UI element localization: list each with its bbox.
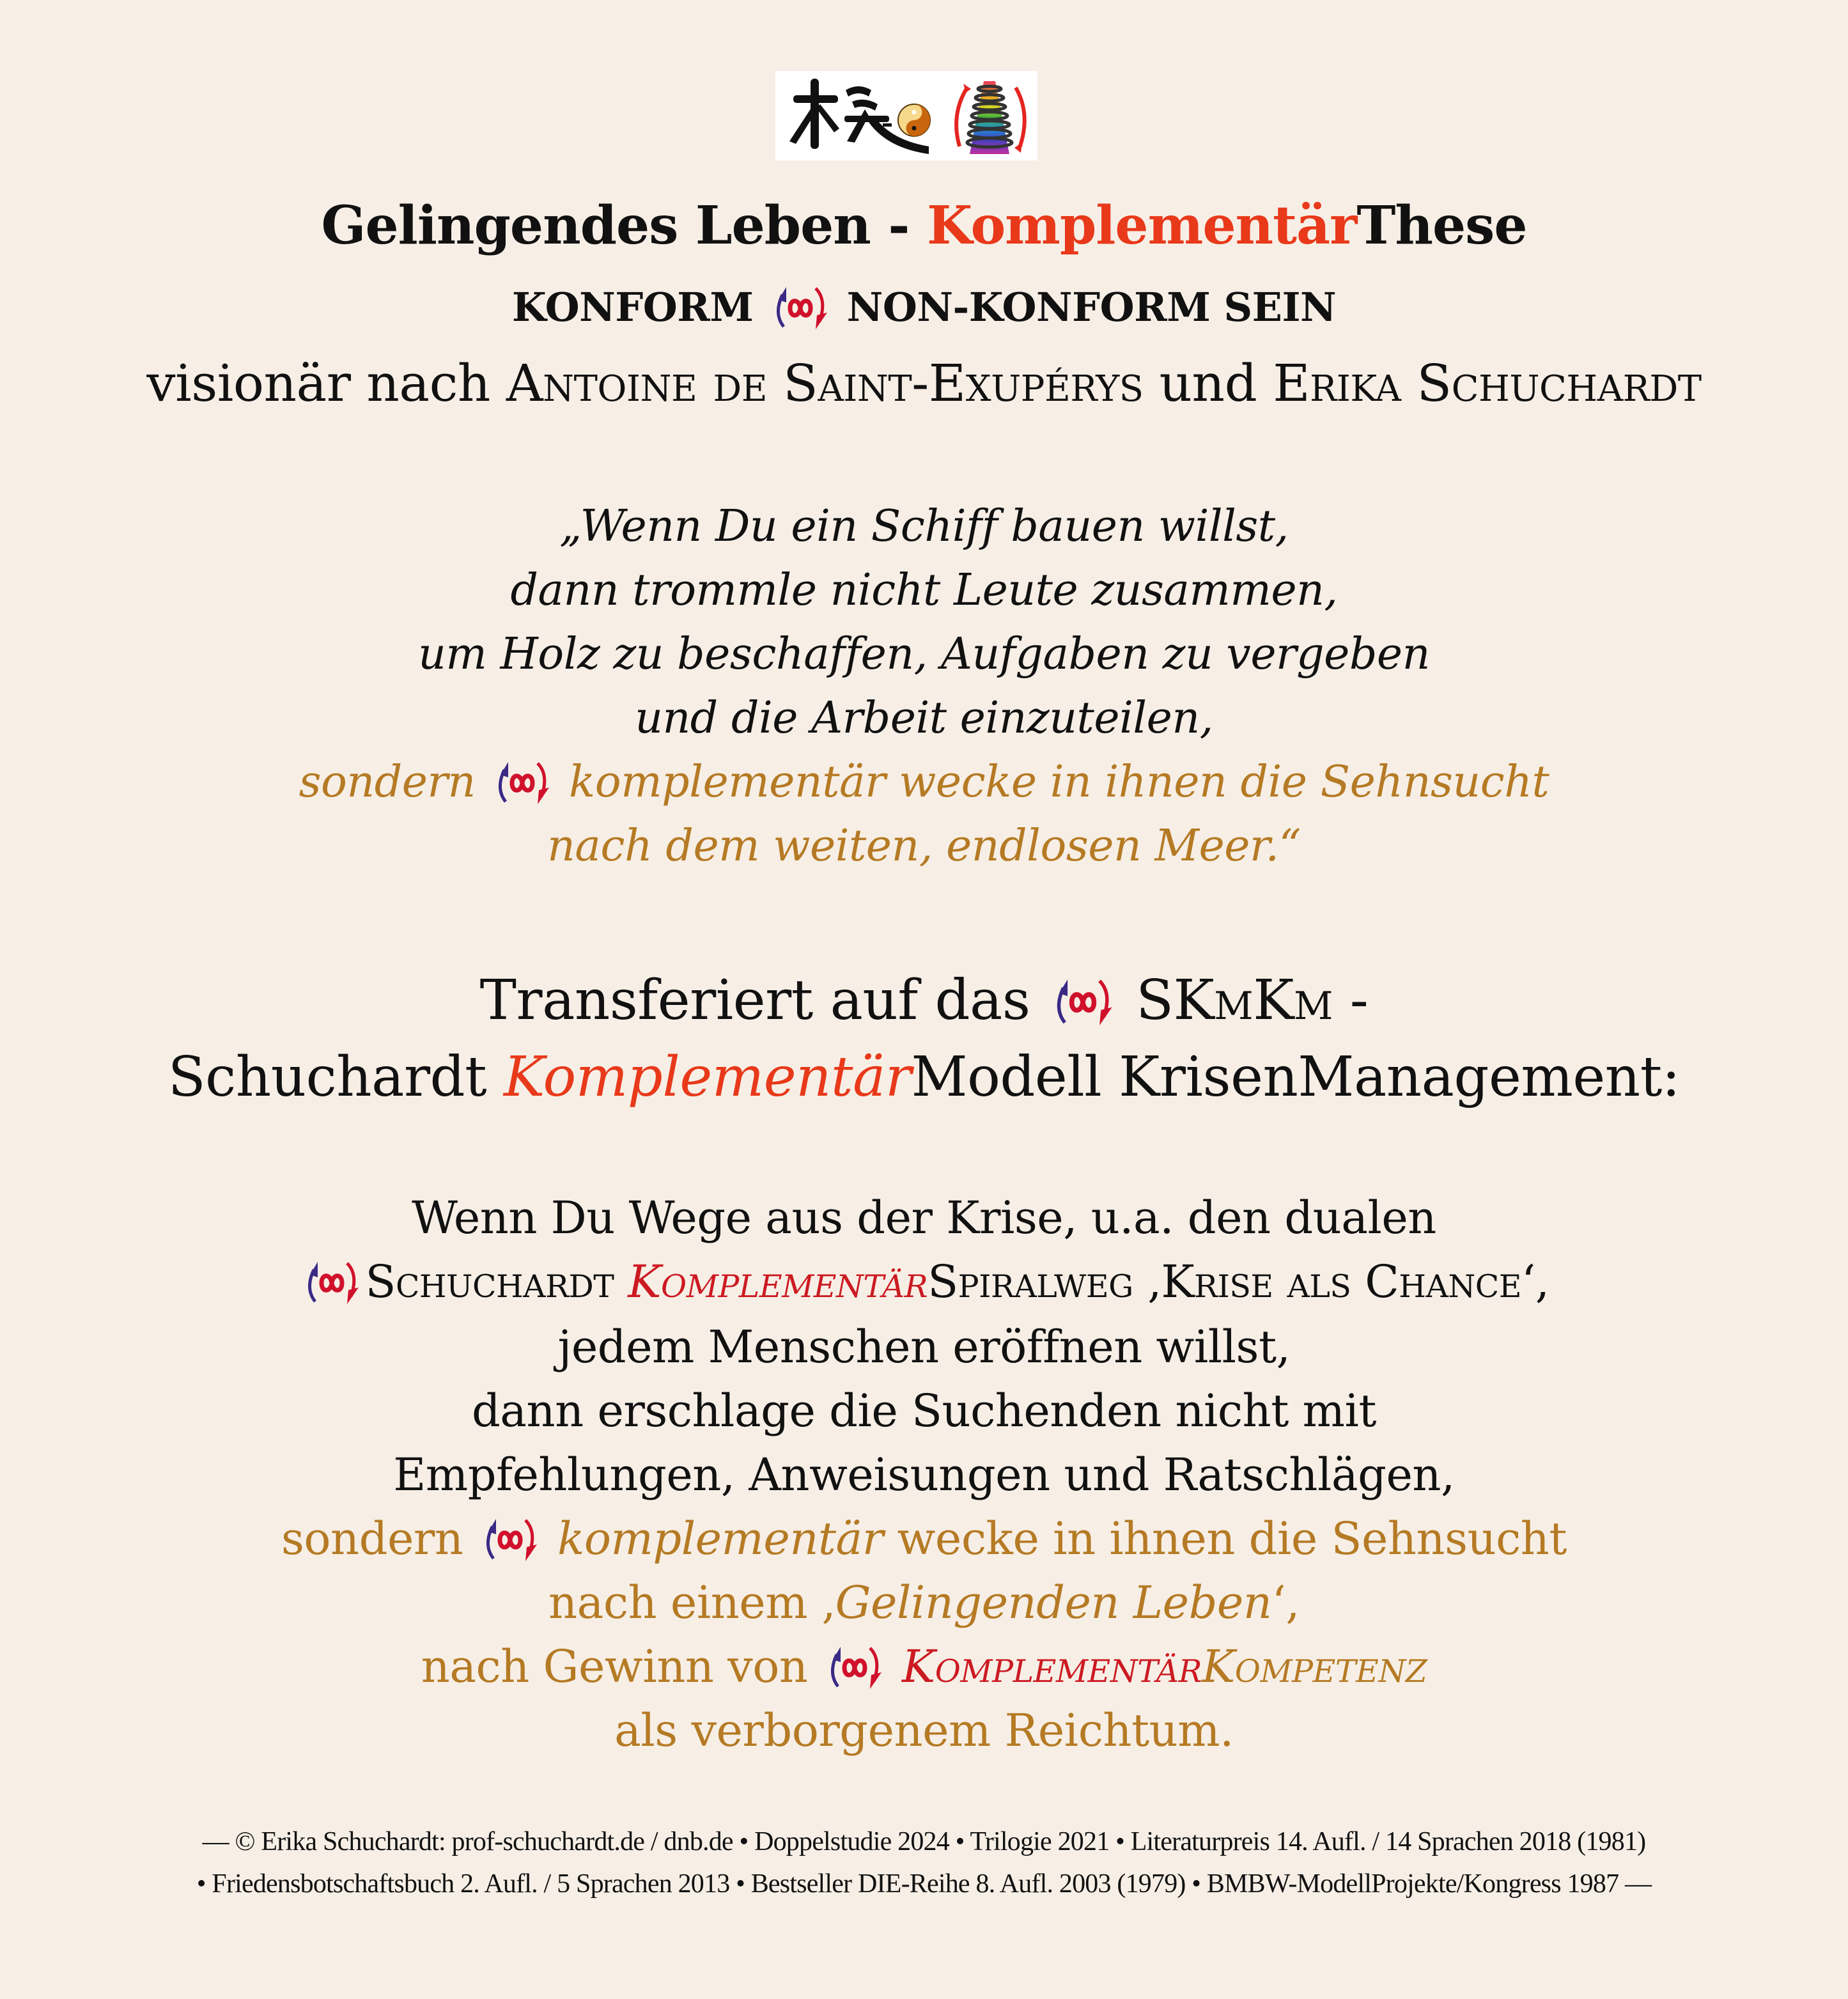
page-title	[0, 195, 1848, 256]
quote-line: „Wenn Du ein Schiff bauen willst,	[559, 501, 1289, 552]
quote-line: und die Arbeit einzuteilen,	[635, 693, 1213, 743]
transfer-heading-line-2	[0, 1045, 1848, 1109]
transfer-schuchardt: Schuchardt	[167, 1045, 504, 1109]
body-line-highlight	[0, 1513, 1848, 1567]
quote-komplementaer: komplementär wecke in ihnen die Sehnsucht	[569, 757, 1549, 807]
body-line-highlight	[0, 1640, 1848, 1695]
transfer-text: Transferiert auf das	[479, 968, 1030, 1032]
body-line: dann erschlage die Suchenden nicht mit	[472, 1385, 1376, 1437]
transfer-modell: Modell KrisenManagement:	[911, 1045, 1681, 1109]
quote-line: dann trommle nicht Leute zusammen,	[510, 565, 1338, 616]
yin-yang-icon	[897, 103, 931, 137]
subtitle	[0, 284, 1848, 333]
byline-author-2: Erika Schuchardt	[1273, 354, 1702, 413]
infinity-arrows-icon	[493, 759, 552, 807]
transfer-heading-line-1	[0, 968, 1848, 1032]
subtitle-left: KONFORM	[511, 284, 754, 331]
footer-line-2: • Friedensbotschaftsbuch 2. Aufl. / 5 Sprachen 2013 • Bestseller DIE-Reihe 8. Aufl. 2003 (1979) • BMBW-ModellProjekte/Kongress 1987 —	[196, 1869, 1652, 1899]
body-schuchardt: Schuchardt	[365, 1256, 628, 1308]
title-part-3: These	[1356, 195, 1527, 256]
spiral-tower-icon	[948, 76, 1031, 158]
body-quote-close: ‘,	[1271, 1576, 1300, 1629]
body-kompetenz: Kompetenz	[1201, 1640, 1427, 1693]
logo	[775, 71, 1037, 160]
body-komplementaer-kompetenz-1: Komplementär	[901, 1640, 1202, 1693]
body-komplementaer: Komplementär	[628, 1256, 928, 1308]
body-komplementaer-italic: komplementär	[557, 1513, 883, 1565]
quote-line: um Holz zu beschaffen, Aufgaben zu vergeben	[418, 629, 1430, 680]
byline-text-2: und	[1143, 354, 1273, 413]
body-gelingenden-leben: Gelingenden Leben	[835, 1576, 1272, 1629]
body-line-spiralweg	[0, 1256, 1848, 1310]
body-line: Wenn Du Wege aus der Krise, u.a. den dualen	[412, 1192, 1436, 1244]
body-line-highlight: als verborgenem Reichtum.	[614, 1704, 1234, 1757]
body-sondern: sondern	[281, 1513, 463, 1565]
skmkm-acronym: SKmKm -	[1136, 968, 1369, 1032]
quote-line-highlight	[0, 757, 1848, 810]
body-spiralweg: Spiralweg ‚Krise als Chance‘,	[928, 1256, 1549, 1308]
footer-line-1: — © Erika Schuchardt: prof-schuchardt.de / dnb.de • Doppelstudie 2024 • Trilogie 2021 • Literaturpreis 14. Aufl. / 14 Sprachen 2018 (1981)	[202, 1827, 1646, 1856]
byline-author-1: Antoine de Saint-Exupérys	[506, 354, 1144, 413]
transfer-komplementaer: Komplementär	[504, 1045, 912, 1109]
body-line-highlight	[0, 1576, 1848, 1629]
infinity-arrows-icon	[771, 286, 830, 331]
byline	[0, 354, 1848, 413]
infinity-arrows-icon	[825, 1644, 884, 1692]
body-line: jedem Menschen eröffnen willst,	[557, 1321, 1291, 1373]
quote-sondern: sondern	[299, 757, 476, 807]
infinity-arrows-icon	[481, 1516, 540, 1564]
subtitle-right: NON-KONFORM SEIN	[846, 284, 1337, 331]
title-part-1: Gelingendes Leben -	[321, 195, 928, 256]
body-wecke: wecke in ihnen die Sehnsucht	[883, 1513, 1567, 1565]
body-nach-einem: nach einem ‚	[548, 1576, 835, 1629]
infinity-arrows-icon	[302, 1259, 361, 1307]
infinity-arrows-icon	[1051, 976, 1115, 1029]
quote-line-highlight: nach dem weiten, endlosen Meer.“	[547, 821, 1301, 871]
body-nach-gewinn: nach Gewinn von	[421, 1640, 808, 1693]
title-part-2: Komplementär	[927, 195, 1357, 256]
body-line: Empfehlungen, Anweisungen und Ratschlägen,	[393, 1449, 1455, 1501]
byline-text-1: visionär nach	[146, 354, 506, 413]
